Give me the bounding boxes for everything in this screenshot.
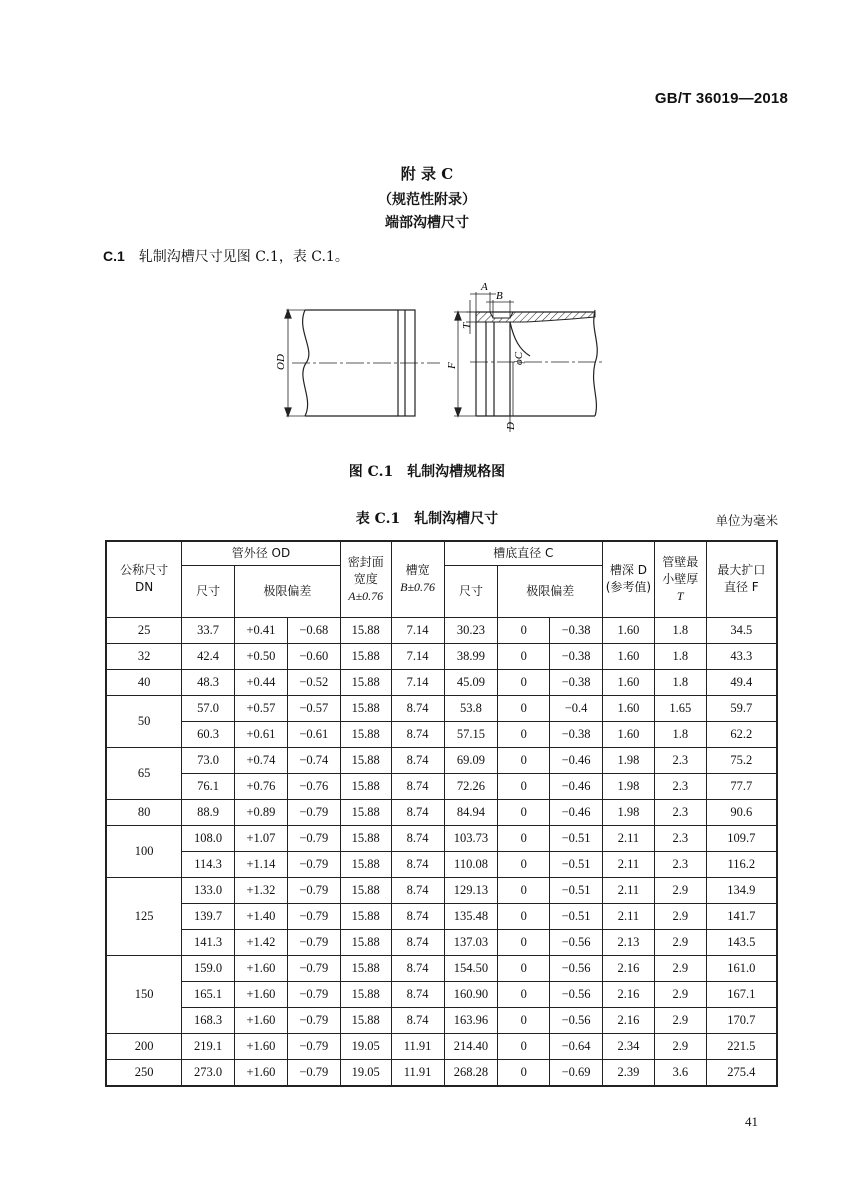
- clause-c1: [103, 246, 349, 266]
- cell-od: 114.3: [182, 851, 235, 877]
- cell-c-up: 0: [498, 747, 550, 773]
- cell-f: 161.0: [706, 955, 777, 981]
- cell-t: 2.9: [654, 1033, 706, 1059]
- cell-c-lo: −0.46: [550, 799, 603, 825]
- cell-od: 48.3: [182, 669, 235, 695]
- cell-c: 69.09: [444, 747, 498, 773]
- clause-number: C.1: [103, 248, 125, 264]
- cell-od-up: +1.40: [235, 903, 288, 929]
- cell-a: 15.88: [340, 773, 391, 799]
- cell-od-lo: −0.68: [287, 617, 340, 643]
- cell-dn: 40: [106, 669, 182, 695]
- cell-b: 8.74: [391, 1007, 444, 1033]
- cell-t: 2.3: [654, 799, 706, 825]
- cell-f: 75.2: [706, 747, 777, 773]
- table-row: [106, 617, 777, 643]
- table-caption: 表 C.1 轧制沟槽尺寸: [355, 511, 499, 527]
- header-c-size: 尺寸: [444, 565, 498, 617]
- cell-d: 1.60: [603, 643, 655, 669]
- clause-text: 轧制沟槽尺寸见图 C.1，表 C.1。: [138, 249, 349, 265]
- table-row: [106, 1059, 777, 1086]
- cell-a: 15.88: [340, 903, 391, 929]
- cell-d: 2.16: [603, 981, 655, 1007]
- cell-od-up: +1.60: [235, 1007, 288, 1033]
- table-row: [106, 1033, 777, 1059]
- cell-f: 141.7: [706, 903, 777, 929]
- cell-c: 45.09: [444, 669, 498, 695]
- cell-dn: 25: [106, 617, 182, 643]
- cell-c-up: 0: [498, 929, 550, 955]
- cell-a: 19.05: [340, 1033, 391, 1059]
- cell-c-lo: −0.46: [550, 747, 603, 773]
- cell-od-lo: −0.79: [287, 877, 340, 903]
- cell-b: 8.74: [391, 929, 444, 955]
- cell-t: 1.8: [654, 669, 706, 695]
- pipe-section-view: [454, 292, 605, 432]
- cell-od: 219.1: [182, 1033, 235, 1059]
- cell-c-up: 0: [498, 799, 550, 825]
- cell-c: 103.73: [444, 825, 498, 851]
- cell-b: 11.91: [391, 1033, 444, 1059]
- cell-t: 2.9: [654, 981, 706, 1007]
- table-row: [106, 981, 777, 1007]
- header-od-size: 尺寸: [182, 565, 235, 617]
- cell-c: 163.96: [444, 1007, 498, 1033]
- cell-od-lo: −0.57: [287, 695, 340, 721]
- header-groove-diameter: 槽底直径 C: [444, 541, 602, 565]
- cell-a: 15.88: [340, 747, 391, 773]
- cell-b: 8.74: [391, 877, 444, 903]
- cell-c: 135.48: [444, 903, 498, 929]
- cell-d: 2.16: [603, 955, 655, 981]
- label-b: B: [496, 290, 503, 302]
- cell-c: 160.90: [444, 981, 498, 1007]
- appendix-subtitle: （规范性附录）: [378, 192, 476, 208]
- cell-c-up: 0: [498, 773, 550, 799]
- cell-d: 2.39: [603, 1059, 655, 1086]
- table-row: [106, 877, 777, 903]
- cell-b: 8.74: [391, 981, 444, 1007]
- cell-c-lo: −0.51: [550, 903, 603, 929]
- cell-t: 3.6: [654, 1059, 706, 1086]
- cell-b: 8.74: [391, 799, 444, 825]
- cell-c: 53.8: [444, 695, 498, 721]
- cell-od-lo: −0.79: [287, 825, 340, 851]
- cell-t: 2.9: [654, 877, 706, 903]
- cell-od-up: +0.76: [235, 773, 288, 799]
- unit-note: 单位为毫米: [715, 513, 778, 528]
- cell-c-lo: −0.51: [550, 851, 603, 877]
- cell-od: 273.0: [182, 1059, 235, 1086]
- cell-c-up: 0: [498, 851, 550, 877]
- cell-a: 15.88: [340, 825, 391, 851]
- cell-c-lo: −0.51: [550, 825, 603, 851]
- cell-od-up: +1.14: [235, 851, 288, 877]
- cell-d: 1.60: [603, 617, 655, 643]
- cell-od: 76.1: [182, 773, 235, 799]
- cell-c-up: 0: [498, 877, 550, 903]
- cell-c-lo: −0.56: [550, 981, 603, 1007]
- cell-c-lo: −0.38: [550, 721, 603, 747]
- cell-od-lo: −0.79: [287, 955, 340, 981]
- cell-c-up: 0: [498, 903, 550, 929]
- cell-c-up: 0: [498, 825, 550, 851]
- table-row: [106, 643, 777, 669]
- cell-t: 1.8: [654, 721, 706, 747]
- groove-figure: [0, 268, 854, 458]
- cell-c-up: 0: [498, 721, 550, 747]
- cell-b: 8.74: [391, 955, 444, 981]
- cell-f: 43.3: [706, 643, 777, 669]
- table-body: [106, 617, 777, 1086]
- cell-dn: 32: [106, 643, 182, 669]
- label-t: T: [461, 322, 473, 329]
- cell-a: 15.88: [340, 617, 391, 643]
- header-wall: 管壁最 小壁厚 T: [654, 541, 706, 617]
- cell-c: 129.13: [444, 877, 498, 903]
- table-row: [106, 929, 777, 955]
- table-row: [106, 721, 777, 747]
- cell-f: 116.2: [706, 851, 777, 877]
- table-row: [106, 1007, 777, 1033]
- cell-c-up: 0: [498, 955, 550, 981]
- cell-c-up: 0: [498, 695, 550, 721]
- cell-c-lo: −0.38: [550, 669, 603, 695]
- cell-f: 34.5: [706, 617, 777, 643]
- cell-f: 221.5: [706, 1033, 777, 1059]
- header-groove-width: 槽宽 B±0.76: [391, 541, 444, 617]
- table-row: [106, 695, 777, 721]
- cell-b: 8.74: [391, 773, 444, 799]
- cell-c-lo: −0.4: [550, 695, 603, 721]
- cell-od: 108.0: [182, 825, 235, 851]
- header-od: 管外径 OD: [182, 541, 341, 565]
- cell-d: 2.34: [603, 1033, 655, 1059]
- cell-od: 73.0: [182, 747, 235, 773]
- cell-od-lo: −0.79: [287, 1033, 340, 1059]
- appendix-title: 附 录 C: [400, 165, 454, 183]
- cell-od-up: +0.41: [235, 617, 288, 643]
- cell-od-up: +0.44: [235, 669, 288, 695]
- cell-a: 15.88: [340, 799, 391, 825]
- cell-f: 167.1: [706, 981, 777, 1007]
- cell-d: 1.60: [603, 669, 655, 695]
- cell-f: 59.7: [706, 695, 777, 721]
- cell-d: 2.11: [603, 903, 655, 929]
- cell-od-lo: −0.79: [287, 929, 340, 955]
- cell-a: 19.05: [340, 1059, 391, 1086]
- cell-od: 165.1: [182, 981, 235, 1007]
- cell-t: 2.3: [654, 851, 706, 877]
- table-row: [106, 851, 777, 877]
- cell-t: 2.9: [654, 955, 706, 981]
- header-c-deviation: 极限偏差: [498, 565, 603, 617]
- cell-f: 109.7: [706, 825, 777, 851]
- cell-od-up: +1.32: [235, 877, 288, 903]
- cell-f: 90.6: [706, 799, 777, 825]
- cell-t: 2.3: [654, 825, 706, 851]
- cell-c-up: 0: [498, 669, 550, 695]
- cell-f: 49.4: [706, 669, 777, 695]
- cell-c: 84.94: [444, 799, 498, 825]
- cell-od-up: +0.50: [235, 643, 288, 669]
- cell-dn: 150: [106, 955, 182, 1033]
- cell-od-lo: −0.74: [287, 747, 340, 773]
- cell-od: 133.0: [182, 877, 235, 903]
- cell-a: 15.88: [340, 851, 391, 877]
- table-row: [106, 747, 777, 773]
- cell-d: 2.11: [603, 825, 655, 851]
- cell-od-lo: −0.60: [287, 643, 340, 669]
- cell-c-lo: −0.56: [550, 929, 603, 955]
- cell-dn: 250: [106, 1059, 182, 1086]
- header-dn: 公称尺寸 DN: [106, 541, 182, 617]
- cell-a: 15.88: [340, 669, 391, 695]
- cell-t: 2.9: [654, 903, 706, 929]
- cell-c-up: 0: [498, 981, 550, 1007]
- cell-od-lo: −0.79: [287, 1007, 340, 1033]
- cell-t: 2.3: [654, 773, 706, 799]
- cell-od: 159.0: [182, 955, 235, 981]
- cell-t: 1.8: [654, 617, 706, 643]
- cell-od-up: +0.57: [235, 695, 288, 721]
- table-row: [106, 955, 777, 981]
- label-c: ϕC: [513, 351, 525, 365]
- cell-b: 8.74: [391, 903, 444, 929]
- cell-f: 143.5: [706, 929, 777, 955]
- cell-d: 2.11: [603, 851, 655, 877]
- cell-od-lo: −0.76: [287, 773, 340, 799]
- cell-b: 7.14: [391, 643, 444, 669]
- cell-c: 110.08: [444, 851, 498, 877]
- cell-dn: 200: [106, 1033, 182, 1059]
- cell-c-lo: −0.38: [550, 643, 603, 669]
- cell-c: 38.99: [444, 643, 498, 669]
- cell-a: 15.88: [340, 1007, 391, 1033]
- cell-b: 8.74: [391, 851, 444, 877]
- cell-od-lo: −0.79: [287, 903, 340, 929]
- cell-c-lo: −0.56: [550, 1007, 603, 1033]
- cell-d: 1.98: [603, 799, 655, 825]
- cell-f: 134.9: [706, 877, 777, 903]
- table-row: [106, 825, 777, 851]
- table-row: [106, 669, 777, 695]
- cell-b: 8.74: [391, 825, 444, 851]
- cell-od: 141.3: [182, 929, 235, 955]
- table-row: [106, 903, 777, 929]
- label-d: D: [505, 422, 517, 430]
- cell-d: 2.11: [603, 877, 655, 903]
- cell-a: 15.88: [340, 981, 391, 1007]
- cell-c-lo: −0.38: [550, 617, 603, 643]
- cell-f: 62.2: [706, 721, 777, 747]
- cell-od-up: +1.07: [235, 825, 288, 851]
- cell-od-lo: −0.61: [287, 721, 340, 747]
- appendix-heading: 端部沟槽尺寸: [385, 215, 469, 231]
- cell-od-up: +0.74: [235, 747, 288, 773]
- table-row: [106, 773, 777, 799]
- cell-c: 57.15: [444, 721, 498, 747]
- label-f: F: [446, 362, 458, 369]
- cell-b: 7.14: [391, 617, 444, 643]
- header-seal-width: 密封面 宽度 A±0.76: [340, 541, 391, 617]
- cell-od: 139.7: [182, 903, 235, 929]
- cell-a: 15.88: [340, 721, 391, 747]
- cell-a: 15.88: [340, 643, 391, 669]
- figure-caption: 图 C.1 轧制沟槽规格图: [348, 464, 506, 480]
- cell-b: 7.14: [391, 669, 444, 695]
- cell-od: 60.3: [182, 721, 235, 747]
- cell-od-lo: −0.79: [287, 799, 340, 825]
- pipe-side-view: [285, 310, 440, 416]
- cell-d: 2.16: [603, 1007, 655, 1033]
- cell-od-up: +1.60: [235, 981, 288, 1007]
- cell-t: 1.8: [654, 643, 706, 669]
- cell-d: 1.98: [603, 747, 655, 773]
- cell-f: 275.4: [706, 1059, 777, 1086]
- cell-c-lo: −0.69: [550, 1059, 603, 1086]
- label-od: OD: [275, 354, 287, 370]
- cell-dn: 100: [106, 825, 182, 877]
- cell-c: 154.50: [444, 955, 498, 981]
- cell-d: 1.60: [603, 721, 655, 747]
- header-flare: 最大扩口 直径 F: [706, 541, 777, 617]
- cell-d: 2.13: [603, 929, 655, 955]
- cell-od-up: +0.61: [235, 721, 288, 747]
- cell-a: 15.88: [340, 955, 391, 981]
- cell-c: 214.40: [444, 1033, 498, 1059]
- cell-t: 2.9: [654, 929, 706, 955]
- cell-od-lo: −0.79: [287, 981, 340, 1007]
- cell-t: 1.65: [654, 695, 706, 721]
- cell-od-up: +1.60: [235, 1059, 288, 1086]
- cell-t: 2.3: [654, 747, 706, 773]
- cell-c-up: 0: [498, 617, 550, 643]
- cell-c-lo: −0.64: [550, 1033, 603, 1059]
- cell-dn: 50: [106, 695, 182, 747]
- cell-dn: 125: [106, 877, 182, 955]
- cell-c: 137.03: [444, 929, 498, 955]
- cell-c-up: 0: [498, 643, 550, 669]
- cell-od: 33.7: [182, 617, 235, 643]
- cell-od-up: +1.60: [235, 955, 288, 981]
- header-depth: 槽深 D (参考值): [603, 541, 655, 617]
- cell-f: 77.7: [706, 773, 777, 799]
- cell-c-lo: −0.56: [550, 955, 603, 981]
- cell-c-up: 0: [498, 1033, 550, 1059]
- cell-c: 268.28: [444, 1059, 498, 1086]
- cell-c-lo: −0.46: [550, 773, 603, 799]
- groove-table: [105, 540, 778, 1087]
- table-row: [106, 799, 777, 825]
- label-a: A: [481, 281, 488, 293]
- cell-od: 42.4: [182, 643, 235, 669]
- page-number: 41: [745, 1114, 758, 1129]
- cell-od: 57.0: [182, 695, 235, 721]
- cell-d: 1.98: [603, 773, 655, 799]
- cell-od: 88.9: [182, 799, 235, 825]
- cell-f: 170.7: [706, 1007, 777, 1033]
- cell-b: 11.91: [391, 1059, 444, 1086]
- cell-c-up: 0: [498, 1059, 550, 1086]
- cell-c: 72.26: [444, 773, 498, 799]
- cell-d: 1.60: [603, 695, 655, 721]
- cell-od-lo: −0.79: [287, 1059, 340, 1086]
- cell-t: 2.9: [654, 1007, 706, 1033]
- cell-c-lo: −0.51: [550, 877, 603, 903]
- cell-od-lo: −0.52: [287, 669, 340, 695]
- cell-dn: 65: [106, 747, 182, 799]
- cell-c-up: 0: [498, 1007, 550, 1033]
- cell-od-up: +0.89: [235, 799, 288, 825]
- cell-b: 8.74: [391, 695, 444, 721]
- cell-a: 15.88: [340, 929, 391, 955]
- cell-a: 15.88: [340, 695, 391, 721]
- cell-b: 8.74: [391, 721, 444, 747]
- cell-od: 168.3: [182, 1007, 235, 1033]
- cell-b: 8.74: [391, 747, 444, 773]
- header-od-deviation: 极限偏差: [235, 565, 341, 617]
- cell-od-up: +1.42: [235, 929, 288, 955]
- cell-od-up: +1.60: [235, 1033, 288, 1059]
- cell-a: 15.88: [340, 877, 391, 903]
- standard-number: GB/T 36019—2018: [654, 90, 788, 107]
- cell-od-lo: −0.79: [287, 851, 340, 877]
- cell-dn: 80: [106, 799, 182, 825]
- cell-c: 30.23: [444, 617, 498, 643]
